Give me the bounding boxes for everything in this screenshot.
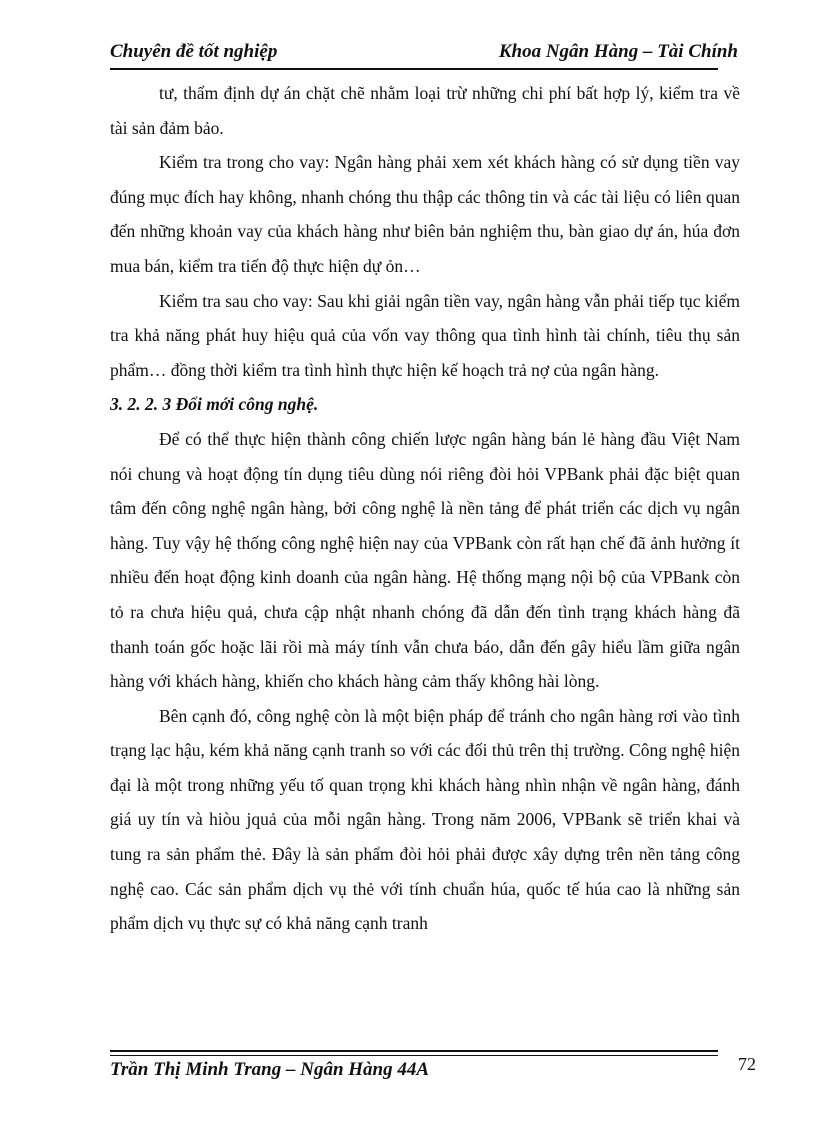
- footer-divider-thin: [110, 1055, 718, 1056]
- page-number: 72: [738, 1054, 756, 1074]
- section-heading: 3. 2. 2. 3 Đổi mới công nghệ.: [110, 394, 319, 415]
- paragraph-loan-monitoring: Kiểm tra trong cho vay: Ngân hàng phải xem xét khách hàng có sử dụng tiền vay đúng mục đích hay không, nhanh chóng thu thập các thông tin và các tài liệu có liên quan đến những khoản vay của khách hàng như biên bản nghiệm thu, bàn giao dự án, húa đơn mua bán, kiểm tra tiến độ thực hiện dự ỏn…: [110, 152, 740, 276]
- paragraph-continuation: tư, thẩm định dự án chặt chẽ nhằm loại trừ những chi phí bất hợp lý, kiểm tra về tài sản đảm bảo.: [110, 83, 740, 138]
- document-body: [110, 76, 740, 941]
- header-divider: [110, 68, 718, 70]
- footer-divider-thick: [110, 1050, 718, 1052]
- header-faculty: Khoa Ngân Hàng – Tài Chính: [498, 41, 738, 62]
- header-course-title: Chuyên đề tốt nghiệp: [110, 41, 278, 62]
- paragraph-technology: Để có thể thực hiện thành công chiến lược ngân hàng bán lẻ hàng đầu Việt Nam nói chung và hoạt động tín dụng tiêu dùng nói riêng đòi hỏi VPBank phải đặc biệt quan tâm đến công nghệ ngân hàng, bởi công nghệ là nền tảng để phát triển các dịch vụ ngân hàng. Tuy vậy hệ thống công nghệ hiện nay của VPBank còn rất hạn chế đã ảnh hưởng ít nhiều đến hoạt động kinh doanh của ngân hàng. Hệ thống mạng nội bộ của VPBank còn tỏ ra chưa hiệu quả, chưa cập nhật nhanh chóng đã dẫn đến tình trạng khách hàng đã thanh toán gốc hoặc lãi rồi mà máy tính vẫn chưa báo, dẫn đến gây hiểu lầm giữa ngân hàng với khách hàng, khiến cho khách hàng cảm thấy không hài lòng.: [110, 428, 740, 692]
- page-header: [110, 40, 738, 66]
- paragraph-competition: Bên cạnh đó, công nghệ còn là một biện pháp để tránh cho ngân hàng rơi vào tình trạng lạc hậu, kém khả năng cạnh tranh so với các đối thủ trên thị trường. Công nghệ hiện đại là một trong những yếu tố quan trọng khi khách hàng nhìn nhận về ngân hàng, đánh giá uy tín và hiòu jquả của mỗi ngân hàng. Trong năm 2006, VPBank sẽ triển khai và tung ra sản phẩm thẻ. Đây là sản phẩm đòi hỏi phải được xây dựng trên nền tảng công nghệ cao. Các sản phẩm dịch vụ thẻ với tính chuẩn húa, quốc tế húa cao là những sản phẩm dịch vụ thực sự có khả năng cạnh tranh: [110, 705, 740, 934]
- footer-author: Trần Thị Minh Trang – Ngân Hàng 44A: [110, 1059, 430, 1080]
- paragraph-post-loan-check: Kiểm tra sau cho vay: Sau khi giải ngân tiền vay, ngân hàng vẫn phải tiếp tục kiểm tra khả năng phát huy hiệu quả của vốn vay thông qua tình hình tài chính, tiêu thụ sản phẩm… đồng thời kiểm tra tình hình thực hiện kế hoạch trả nợ của ngân hàng.: [110, 290, 740, 380]
